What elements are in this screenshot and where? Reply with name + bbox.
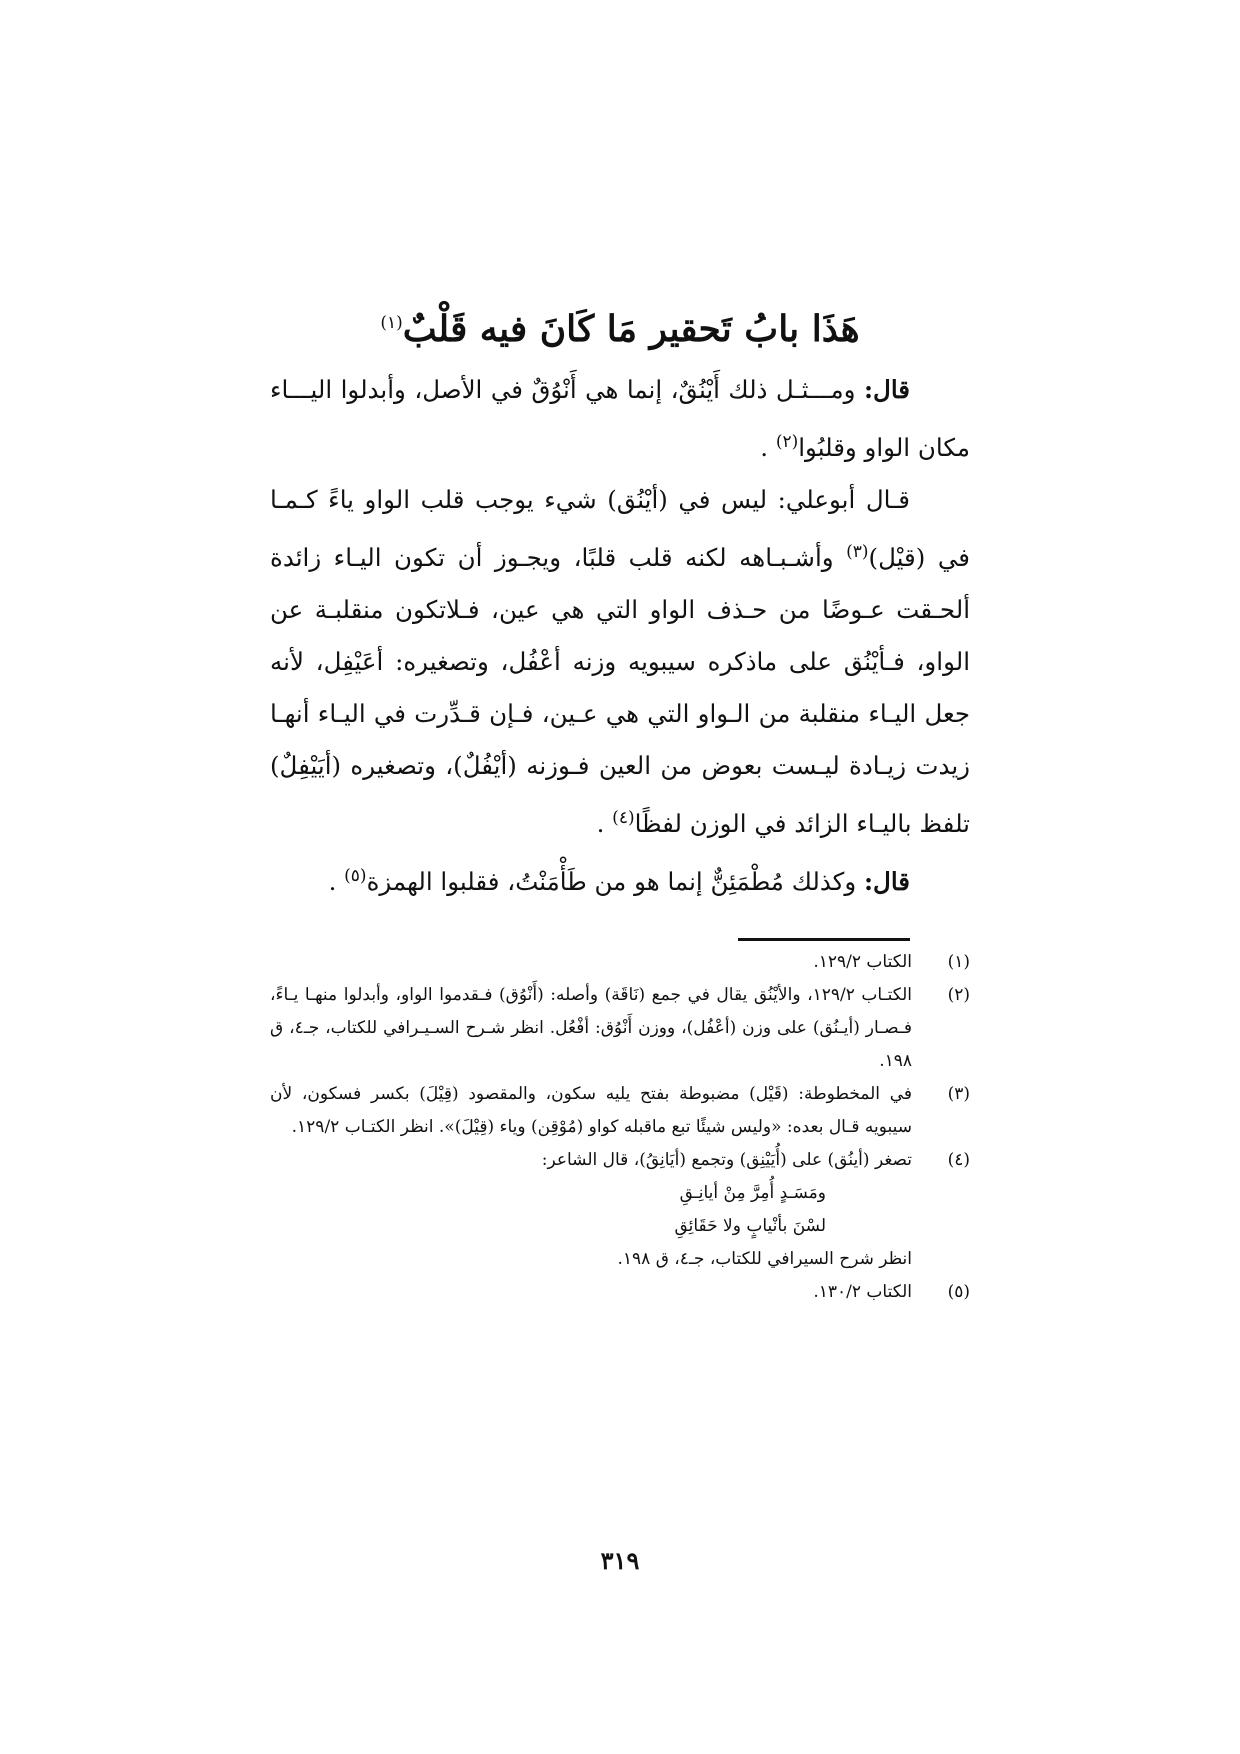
footnote-text: الكتاب ١٢٩/٢. <box>813 952 912 972</box>
paragraph-1-lead: قال: <box>863 375 910 404</box>
footnote-reference: انظر شرح السيرافي للكتاب، جـ٤، ق ١٩٨. <box>617 1249 912 1269</box>
paragraph-3-text: وكذلك مُطْمَئِنٌّ إنما هو من طَأْمَنْتُ، فقلبوا الهمزة <box>366 867 864 897</box>
paragraph-2-footnote-ref-a: (٣) <box>846 542 869 563</box>
paragraph-1-text: ومـــثـل ذلك أَيْنُقٌ، إنما هي أَنْوُقٌ في الأصل، وأبدلوا اليـــاء مكان الواو وقلبُوا <box>270 375 970 463</box>
footnote-3 <box>270 1078 970 1144</box>
footnote-text: الكتـاب ١٢٩/٢، والأيْنُق يقال في جمع (نَاقَة) وأصله: (أَنْوُق) فـقدموا الواو، وأبدلوا منهـا يـاءً، فـصـار (أيـنُق) على وزن (أعْفُل)، ووزن أَنْوُق: أفْعُل. انظر شـرح السـيـرافي للكتاب، جـ٤، ق ١٩٨. <box>270 985 912 1071</box>
footnote-text-block <box>270 1144 912 1276</box>
paragraph-3-footnote-ref: (٥) <box>344 866 367 887</box>
chapter-title <box>270 298 970 354</box>
footnotes <box>270 946 970 1309</box>
body-text <box>270 364 970 909</box>
paragraph-2-text-a: قـال أبوعلي: ليس في (أيْنُق) شيء يوجب قلب الواو ياءً كـمـا في (قيْل) <box>270 485 970 573</box>
footnote-number: (٥) <box>947 1282 970 1302</box>
paragraph-1 <box>270 364 970 474</box>
footnote-text: في المخطوطة: (قَيْل) مضبوطة بفتح يليه سكون، والمقصود (قِيْلَ) بكسر فسكون، لأن سيبويه قـال بعده: «وليس شيئًا تبع ماقبله كواو (مُوْقِن) وياء (قِيْلَ)». انظر الكتـاب ١٢٩/٢. <box>270 1084 912 1137</box>
footnote-5 <box>270 1276 970 1309</box>
footnote-text: تصغر (أينُق) على (أُيَيْنِق) وتجمع (أيَانِقُ)، قال الشاعر: <box>541 1150 912 1170</box>
footnote-2 <box>270 979 970 1078</box>
paragraph-1-end: . <box>760 433 776 463</box>
paragraph-3-end: . <box>328 867 345 897</box>
poem-verse-1: ومَسَـدٍ أُمِرَّ مِنْ أيانِـقِ <box>679 1183 826 1203</box>
chapter-title-footnote-ref: (١) <box>380 313 403 333</box>
paragraph-2-text-b: وأشـبـاهه لكنه قلب قلبًا، ويجـوز أن تكون اليـاء زائدة ألحـقت عـوضًا من حـذف الواو التي هي عين، فـلاتكون منقلبـة عن الواو، فـأيْنُق على ماذكره سيبويه وزنه أعْفُل، وتصغيره: أعَيْفِل، لأنه جعل اليـاء منقلبة من الـواو التي هي عـين، فـإن قـدِّرت في اليـاء أنهـا زيدت زيـادة ليـست بعوض من العين فـوزنه (أيْفُلٌ)، وتصغيره (أيَيْفِلٌ) تلفظ باليـاء الزائد في الوزن لفظًا <box>270 543 970 839</box>
paragraph-2-end: . <box>596 809 613 839</box>
footnote-1 <box>270 946 970 979</box>
footnote-text: الكتاب ١٣٠/٢. <box>813 1282 912 1302</box>
paragraph-3-lead: قال: <box>863 867 910 897</box>
footnote-number: (١) <box>947 952 970 972</box>
footnote-number: (٢) <box>947 985 970 1005</box>
footnote-number: (٣) <box>947 1084 970 1104</box>
paragraph-1-footnote-ref: (٢) <box>775 432 799 452</box>
page-number: ٣١٩ <box>600 1546 640 1575</box>
paragraph-2 <box>270 474 970 850</box>
footnote-divider <box>738 938 910 941</box>
paragraph-3 <box>270 850 970 908</box>
poem-verse-2: لسْنَ بأنْيابٍ ولا حَقَائِقِ <box>674 1216 826 1236</box>
footnote-4 <box>270 1144 970 1276</box>
paragraph-2-footnote-ref-b: (٤) <box>612 808 635 829</box>
chapter-title-text: هَذَا بابُ تَحقير مَا كَانَ فيه قَلْبٌ <box>402 308 860 350</box>
footnote-number: (٤) <box>947 1150 970 1170</box>
